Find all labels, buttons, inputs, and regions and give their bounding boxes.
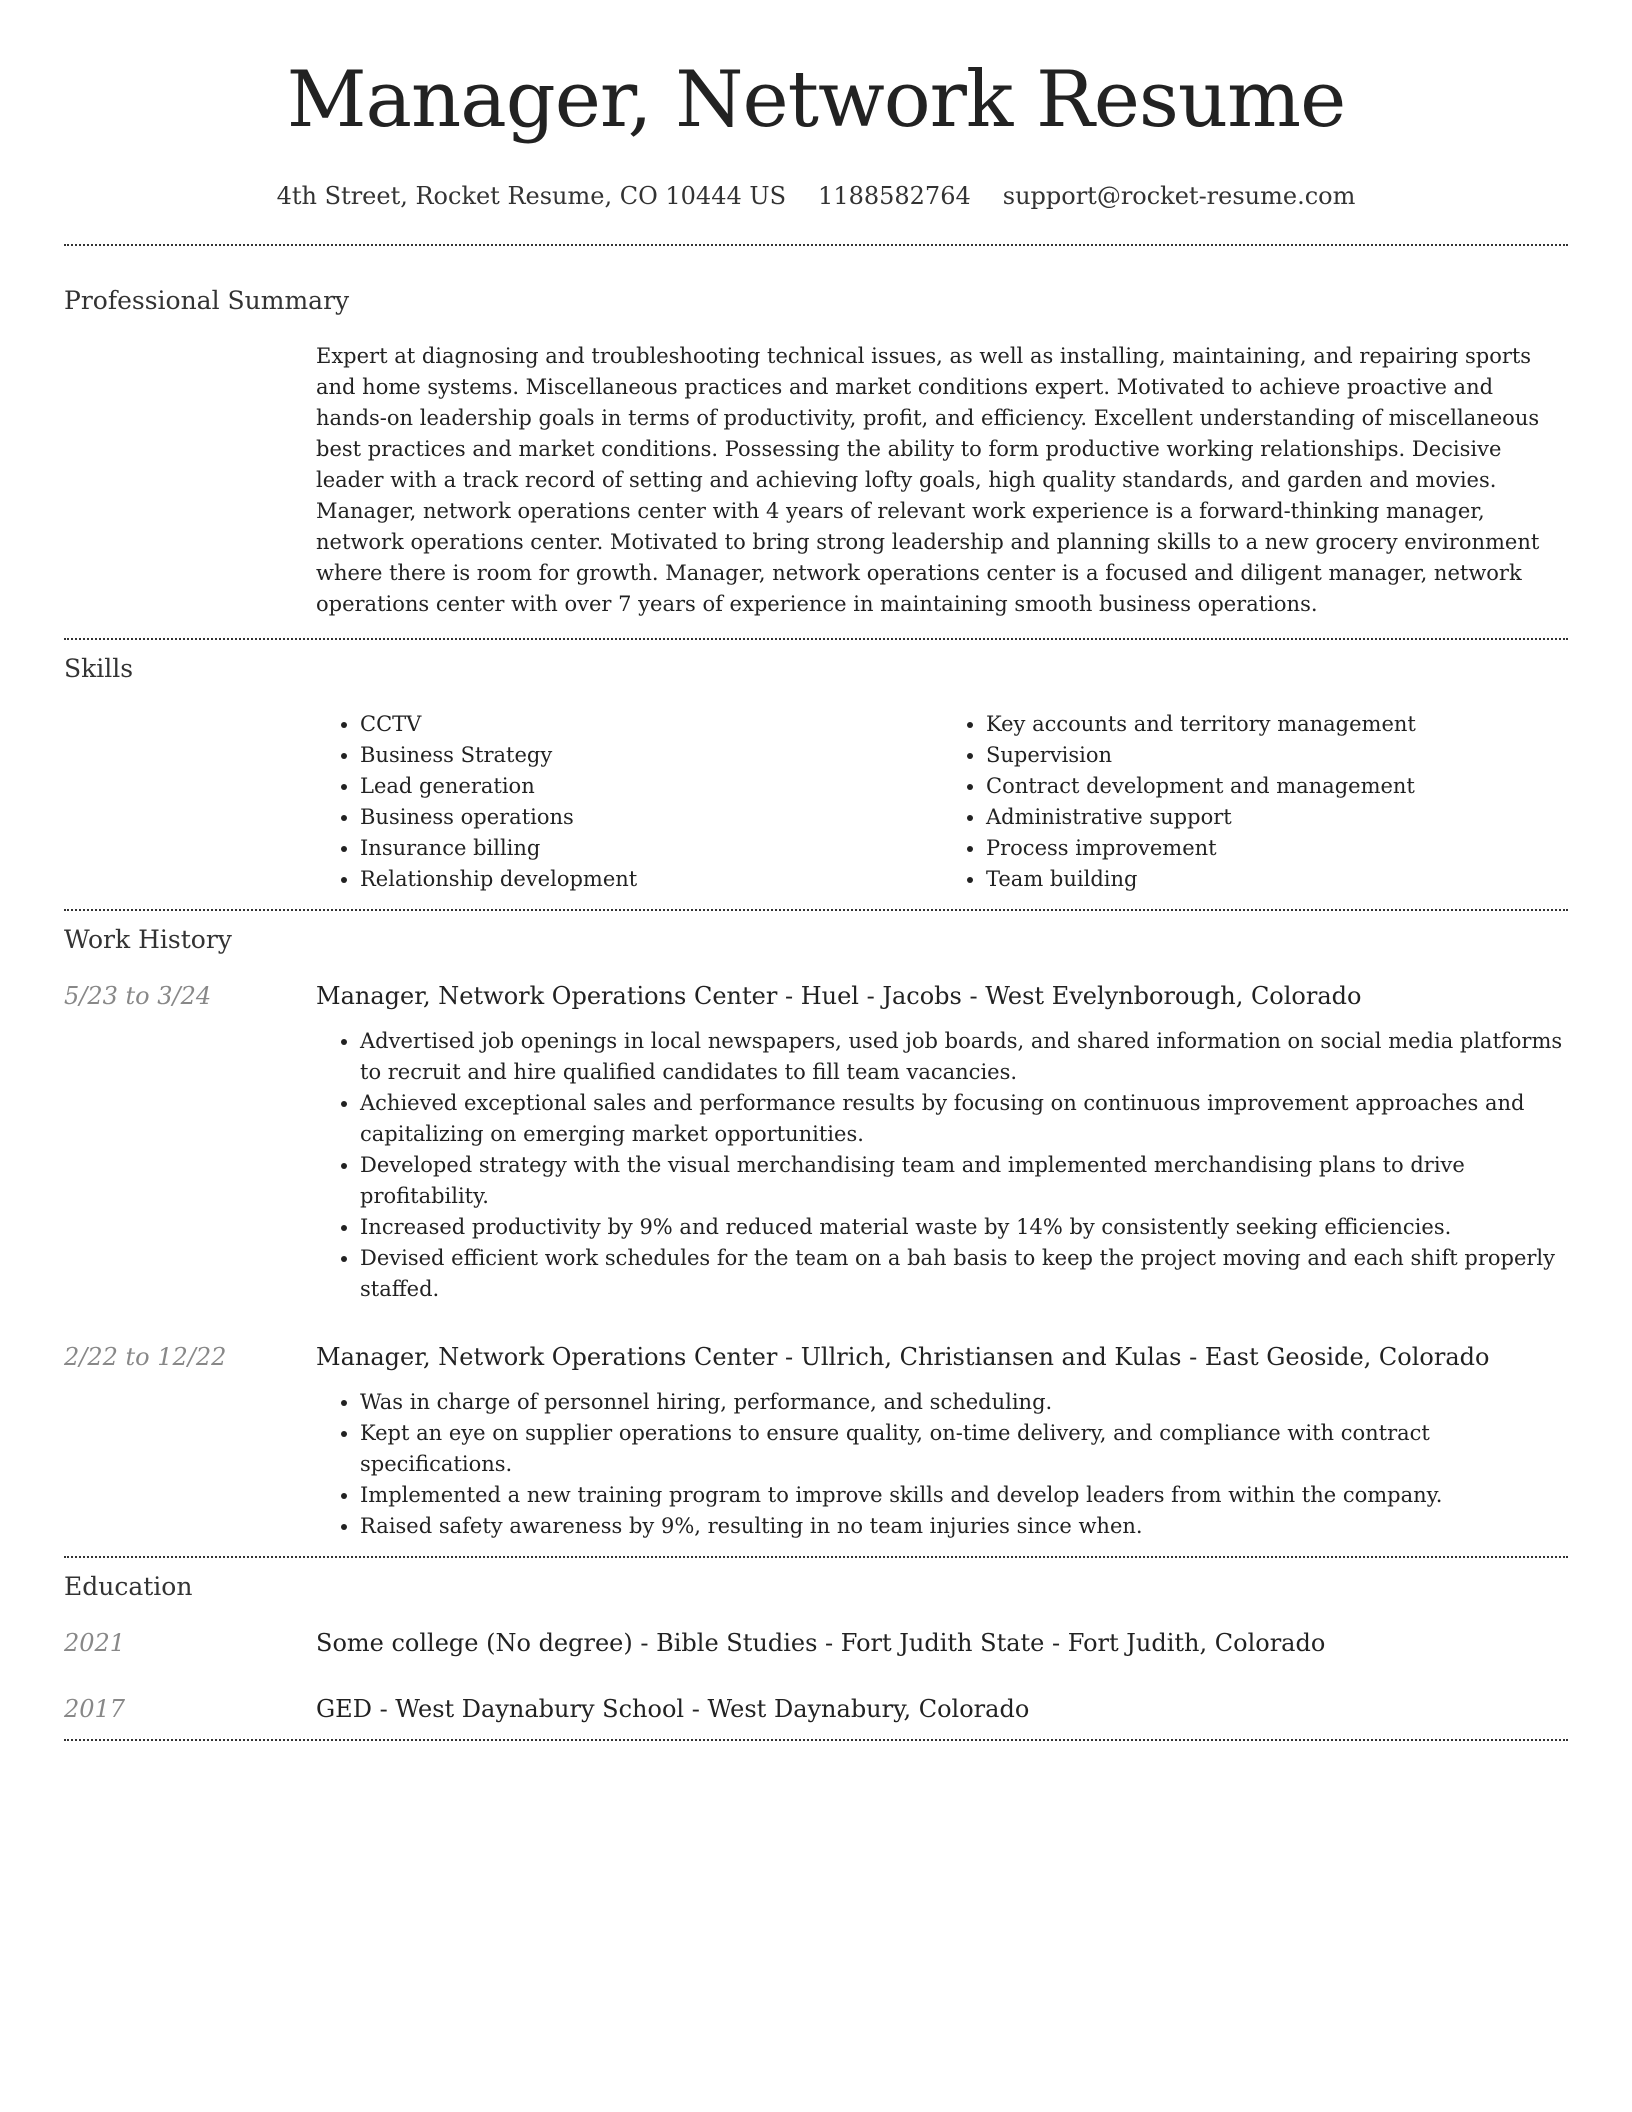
skill-item: • CCTV xyxy=(360,709,942,740)
skill-item: • Key accounts and territory management xyxy=(986,709,1568,740)
skill-item: • Contract development and management xyxy=(986,771,1568,802)
resume-name: Manager, Network Resume xyxy=(286,55,1346,145)
skills-list-left xyxy=(316,709,942,895)
education-entry xyxy=(64,1627,1568,1659)
job-bullets xyxy=(316,1387,1568,1542)
skill-item: • Business operations xyxy=(360,802,942,833)
job-dates: 5/23 to 3/24 xyxy=(64,982,212,1010)
work-history-section xyxy=(64,911,1568,1556)
job-heading: Manager, Network Operations Center - Ullrich, Christiansen and Kulas - East Geoside, Colorado xyxy=(316,1343,1490,1371)
job-bullet: • Implemented a new training program to improve skills and develop leaders from within the company. xyxy=(360,1480,1568,1511)
job-bullet: • Advertised job openings in local newspapers, used job boards, and shared information on social media platforms to recruit and hire qualified candidates to fill team vacancies. xyxy=(360,1026,1568,1088)
skill-item: • Insurance billing xyxy=(360,833,942,864)
job-bullet: • Developed strategy with the visual merchandising team and implemented merchandising plans to drive profitability. xyxy=(360,1150,1568,1212)
education-text: GED - West Daynabury School - West Daynabury, Colorado xyxy=(316,1695,1030,1723)
education-section xyxy=(64,1558,1568,1739)
skill-item: • Lead generation xyxy=(360,771,942,802)
job-body xyxy=(64,1373,1568,1542)
education-year: 2017 xyxy=(64,1695,126,1723)
skill-item: • Team building xyxy=(986,864,1568,895)
summary-left-col xyxy=(64,315,316,620)
skills-grid xyxy=(316,709,1568,895)
section-title-education: Education xyxy=(64,1572,193,1601)
resume-header xyxy=(64,0,1568,210)
skill-item: • Business Strategy xyxy=(360,740,942,771)
skills-list-right xyxy=(942,709,1568,895)
section-title-skills: Skills xyxy=(64,654,134,683)
job-bullet: • Increased productivity by 9% and reduced material waste by 14% by consistently seeking efficiencies. xyxy=(360,1212,1568,1243)
job-bullet: • Was in charge of personnel hiring, performance, and scheduling. xyxy=(360,1387,1568,1418)
skills-section xyxy=(64,640,1568,909)
job-left-col xyxy=(64,1012,316,1305)
skills-row xyxy=(64,683,1568,895)
job-bullet: • Kept an eye on supplier operations to ensure quality, on-time delivery, and compliance with contract specifications. xyxy=(360,1418,1568,1480)
summary-text: Expert at diagnosing and troubleshooting technical issues, as well as installing, maintaining, and repairing sports and home systems. Miscellaneous practices and market conditions expert. Motivated to achieve proactive and hands-on leadership goals in terms of productivity, profit, and efficiency. Excellent understanding of miscellaneous best practices and market conditions. Possessing the ability to form productive working relationships. Decisive leader with a track record of setting and achieving lofty goals, high quality standards, and garden and movies. Manager, network operations center with 4 years of relevant work experience is a forward-thinking manager, network operations center. Motivated to bring strong leadership and planning skills to a new grocery environment where there is room for growth. Manager, network operations center is a focused and diligent manager, network operations center with over 7 years of experience in maintaining smooth business operations. xyxy=(316,344,1540,616)
skill-item: • Supervision xyxy=(986,740,1568,771)
job-body xyxy=(64,1012,1568,1305)
job-left-col xyxy=(64,1373,316,1542)
job-entry xyxy=(64,1341,1568,1542)
skill-item: • Process improvement xyxy=(986,833,1568,864)
job-bullets xyxy=(316,1026,1568,1305)
job-head xyxy=(64,1341,1568,1373)
education-entry xyxy=(64,1693,1568,1725)
job-head xyxy=(64,980,1568,1012)
contact-info xyxy=(64,182,1568,210)
skills-left-col xyxy=(64,683,316,895)
job-entry xyxy=(64,980,1568,1305)
section-divider xyxy=(64,1739,1568,1741)
section-title-work: Work History xyxy=(64,925,232,954)
professional-summary-section xyxy=(64,246,1568,638)
job-bullet: • Raised safety awareness by 9%, resulting in no team injuries since when. xyxy=(360,1511,1568,1542)
skill-item: • Relationship development xyxy=(360,864,942,895)
job-bullet: • Devised efficient work schedules for the team on a bah basis to keep the project moving and each shift properly staffed. xyxy=(360,1243,1568,1305)
contact-email: support@rocket-resume.com xyxy=(1002,182,1356,210)
section-title-summary: Professional Summary xyxy=(64,286,350,315)
contact-address: 4th Street, Rocket Resume, CO 10444 US xyxy=(276,182,787,210)
job-dates: 2/22 to 12/22 xyxy=(64,1343,227,1371)
education-year: 2021 xyxy=(64,1629,126,1657)
education-text: Some college (No degree) - Bible Studies - Fort Judith State - Fort Judith, Colorado xyxy=(316,1629,1326,1657)
summary-row xyxy=(64,315,1568,620)
skill-item: • Administrative support xyxy=(986,802,1568,833)
job-bullet: • Achieved exceptional sales and performance results by focusing on continuous improvement approaches and capitalizing on emerging market opportunities. xyxy=(360,1088,1568,1150)
contact-phone: 1188582764 xyxy=(818,182,971,210)
job-heading: Manager, Network Operations Center - Huel - Jacobs - West Evelynborough, Colorado xyxy=(316,982,1362,1010)
